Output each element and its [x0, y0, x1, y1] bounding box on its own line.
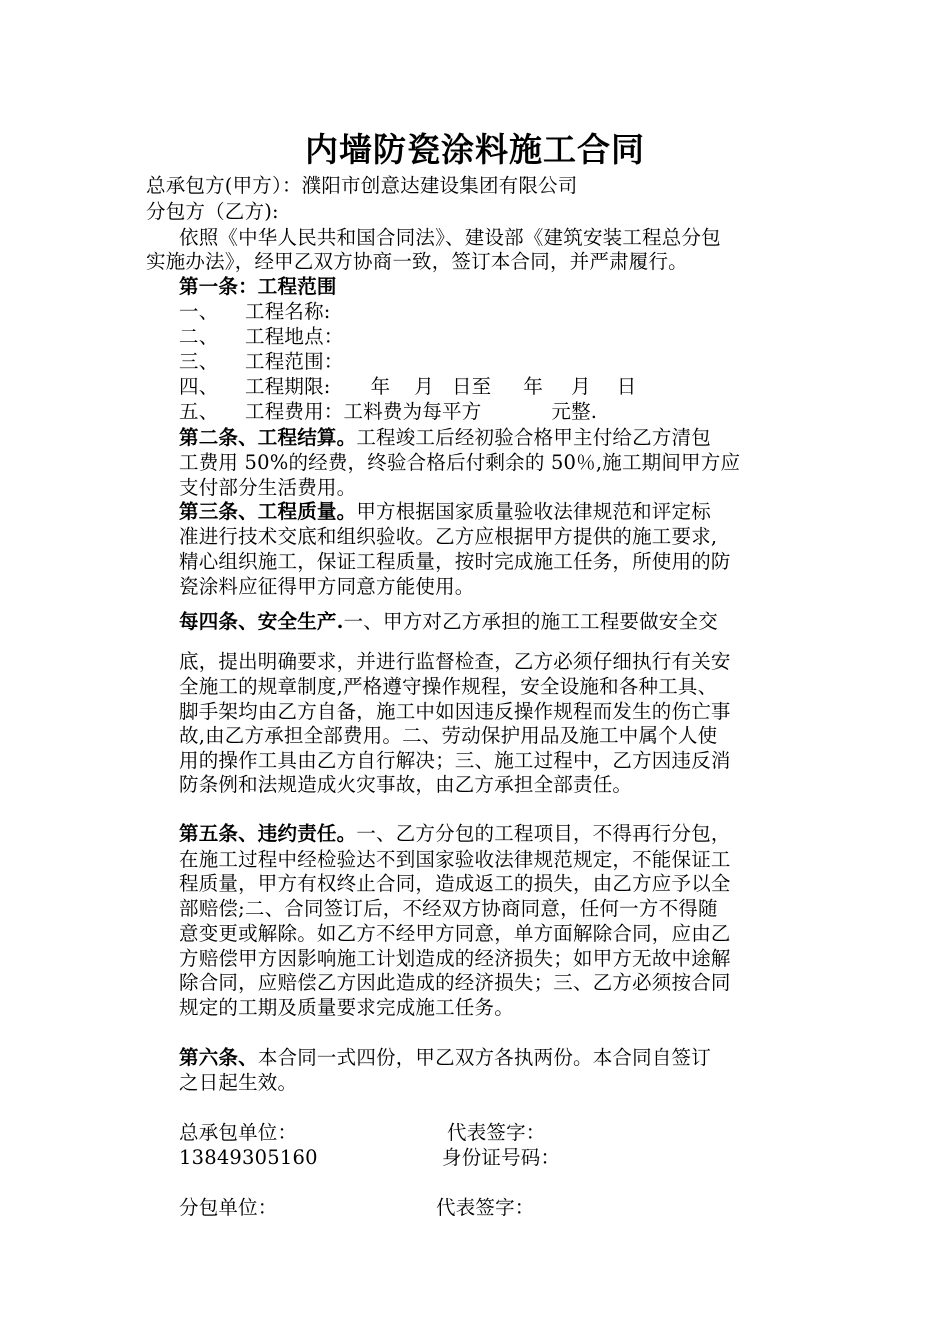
- preamble-line: 依照《中华人民共和国合同法》、建设部《建筑安装工程总分包: [179, 226, 721, 249]
- rep-signature-label: 代表签字：: [447, 1121, 546, 1144]
- article4-line: 底，提出明确要求，并进行监督检查，乙方必须仔细执行有关安: [179, 650, 731, 673]
- article5-line: 方赔偿甲方因影响施工计划造成的经济损失；如甲方无故中途解: [179, 947, 731, 970]
- party-b: 分包方（乙方):: [146, 200, 279, 223]
- article4-line: 脚手架均由乙方自备，施工中如因违反操作规程而发生的伤亡事: [179, 700, 731, 723]
- item-number: 四、: [179, 375, 219, 398]
- article5-line: 部赔偿;二、合同签订后，不经双方协商同意，任何一方不得随: [179, 897, 718, 920]
- article3-line: 准进行技术交底和组织验收。乙方应根据甲方提供的施工要求,: [179, 525, 718, 548]
- item-label: 工程费用：工料费为每平方: [245, 400, 482, 423]
- contractor-unit-label: 总承包单位：: [179, 1121, 298, 1144]
- id-number-label: 身份证号码：: [442, 1146, 561, 1169]
- party-a: 总承包方(甲方）：濮阳市创意达建设集团有限公司: [146, 174, 578, 197]
- date-year-start: 年: [370, 375, 391, 398]
- article1-heading: 第一条：工程范围: [179, 275, 337, 298]
- date-day-start: 日至: [451, 375, 492, 398]
- item-label: 工程名称:: [245, 300, 331, 323]
- article4-text: 一、甲方对乙方承担的施工工程要做安全交: [343, 610, 718, 633]
- date-month-start: 月: [414, 375, 434, 398]
- article4-heading: 每四条、安全生产.: [179, 610, 344, 633]
- article5-line: 程质量，甲方有权终止合同，造成返工的损失，由乙方应予以全: [179, 872, 731, 895]
- article1-item: [179, 350, 344, 374]
- article2-line: 支付部分生活费用。: [179, 476, 357, 499]
- item-label: 工程范围：: [245, 350, 344, 373]
- article4-line: 全施工的规章制度,严格遵守操作规程，安全设施和各种工具、: [179, 675, 718, 698]
- article6-line: 之日起生效。: [179, 1071, 298, 1094]
- phone-number: 13849305160: [179, 1146, 318, 1169]
- article5-line: [179, 822, 731, 846]
- article6-heading: 第六条、: [179, 1046, 258, 1069]
- article5-text: 一、乙方分包的工程项目，不得再行分包，: [356, 822, 731, 845]
- article5-line: 规定的工期及质量要求完成施工任务。: [179, 996, 514, 1019]
- article3-line: [179, 500, 711, 524]
- article4-line: 防条例和法规造成火灾事故，由乙方承担全部责任。: [179, 773, 633, 796]
- preamble-line: 实施办法》，经甲乙双方协商一致，签订本合同，并严肃履行。: [146, 250, 688, 273]
- article2-line: [179, 426, 711, 450]
- item-number: 二、: [179, 325, 219, 348]
- date-month-end: 月: [571, 375, 591, 398]
- item-number: 五、: [179, 400, 219, 423]
- date-day-end: 日: [616, 375, 637, 398]
- item-label: 工程期限:: [245, 375, 331, 398]
- article3-line: 瓷涂料应征得甲方同意方能使用。: [179, 575, 475, 598]
- article1-item: [179, 325, 344, 349]
- article1-item: [179, 375, 637, 399]
- article2-line: 工费用 50%的经费，终验合格后付剩余的 50％,施工期间甲方应: [179, 451, 741, 474]
- article6-text: 本合同一式四份，甲乙双方各执两份。本合同自签订: [257, 1046, 711, 1069]
- rep-signature-label: 代表签字：: [436, 1196, 535, 1219]
- article1-item: [179, 400, 597, 424]
- article3-text: 甲方根据国家质量验收法律规范和评定标: [356, 500, 711, 523]
- article4-line: 故,由乙方承担全部费用。二、劳动保护用品及施工中属个人使: [179, 724, 718, 747]
- article1-item: [179, 300, 331, 324]
- item-tail: 元整.: [551, 400, 598, 423]
- article5-heading: 第五条、违约责任。: [179, 822, 357, 845]
- item-number: 一、: [179, 300, 219, 323]
- article5-line: 意变更或解除。如乙方不经甲方同意，单方面解除合同，应由乙: [179, 922, 731, 945]
- article2-text: 工程竣工后经初验合格甲主付给乙方清包: [356, 426, 711, 449]
- article6-line: [179, 1046, 711, 1070]
- subcontractor-unit-label: 分包单位：: [179, 1196, 278, 1219]
- article4-line: [179, 610, 718, 634]
- item-number: 三、: [179, 350, 219, 373]
- article5-line: 除合同，应赔偿乙方因此造成的经济损失；三、乙方必须按合同: [179, 971, 731, 994]
- date-year-end: 年: [523, 375, 544, 398]
- document-title: 内墙防瓷涂料施工合同: [305, 130, 645, 169]
- article3-heading: 第三条、工程质量。: [179, 500, 357, 523]
- article5-line: 在施工过程中经检验达不到国家验收法律规范规定，不能保证工: [179, 848, 731, 871]
- article2-heading: 第二条、工程结算。: [179, 426, 357, 449]
- article3-line: 精心组织施工，保证工程质量，按时完成施工任务，所使用的防: [179, 550, 731, 573]
- item-label: 工程地点：: [245, 325, 344, 348]
- article4-line: 用的操作工具由乙方自行解决；三、施工过程中，乙方因违反消: [179, 749, 731, 772]
